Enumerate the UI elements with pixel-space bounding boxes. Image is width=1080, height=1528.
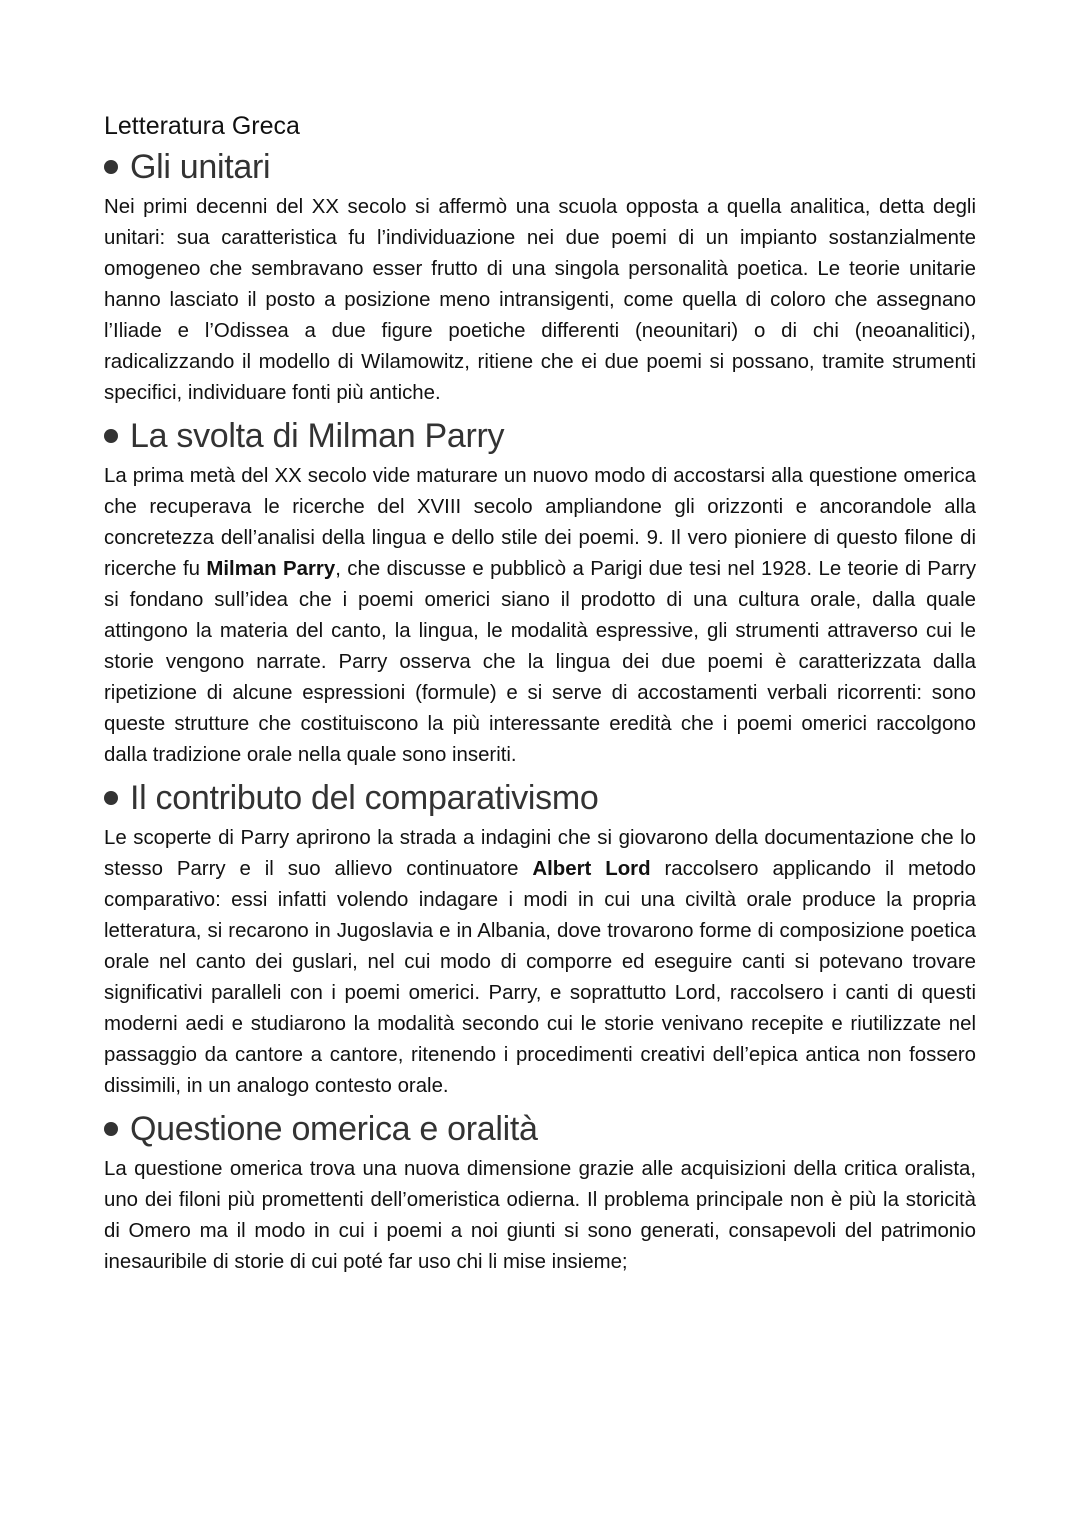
paragraph-text: Le scoperte di Parry aprirono la strada a indagini che si giovarono della documentazione che lo stesso Parry e il suo allievo continuatore [104, 827, 976, 880]
section-paragraph [104, 192, 976, 409]
section-heading-text: Gli unitari [130, 148, 271, 186]
paragraph-text: La prima metà del XX secolo vide maturare un nuovo modo di accostarsi alla questione omerica che recuperava le ricerche del XVIII secolo ampliandone gli orizzonti e ancorandole alla concretezza dell’analisi della lingua e dello stile dei poemi. 9. Il vero pioniere di questo filone di ricerche fu [104, 465, 976, 580]
section-comparativismo [104, 775, 976, 1102]
bullet-icon [104, 160, 118, 174]
section-heading [104, 1106, 976, 1152]
bullet-icon [104, 791, 118, 805]
bullet-icon [104, 429, 118, 443]
section-heading-text: Il contributo del comparativismo [130, 779, 599, 817]
paragraph-text: La questione omerica trova una nuova dimensione grazie alle acquisizioni della critica oralista, uno dei filoni più promettenti dell’omeristica odierna. Il problema principale non è più la storicità di Omero ma il modo in cui i poemi a noi giunti si sono generati, consapevoli del patrimonio inesauribile di storie di cui poté far uso chi li mise insieme; [104, 1158, 976, 1273]
paragraph-text: Nei primi decenni del XX secolo si affermò una scuola opposta a quella analitica, detta degli unitari: sua caratteristica fu l’individuazione nei due poemi di un impianto sostanzialmente omogeneo che sembravano esser frutto di una singola personalità poetica. Le teorie unitarie hanno lasciato il posto a posizione meno intransigenti, come quella di coloro che assegnano l’Iliade e l’Odissea a due figure poetiche differenti (neounitari) o di chi (neoanalitici), radicalizzando il modello di Wilamowitz, ritiene che ei due poemi si possano, tramite strumenti specifici, individuare fonti più antiche. [104, 196, 976, 404]
section-questione-omerica [104, 1106, 976, 1278]
section-heading-text: La svolta di Milman Parry [130, 417, 505, 455]
bold-name: Albert Lord [532, 858, 651, 880]
section-heading [104, 775, 976, 821]
section-milman-parry [104, 413, 976, 771]
section-heading [104, 144, 976, 190]
section-heading-text: Questione omerica e oralità [130, 1110, 538, 1148]
section-paragraph [104, 1154, 976, 1278]
section-heading [104, 413, 976, 459]
section-paragraph [104, 461, 976, 771]
bold-name: Milman Parry [206, 558, 336, 580]
section-gli-unitari [104, 144, 976, 409]
paragraph-text: raccolsero applicando il metodo comparativo: essi infatti volendo indagare i modi in cui una civiltà orale produce la propria letteratura, si recarono in Jugoslavia e in Albania, dove trovarono forme di composizione poetica orale nel canto dei guslari, nel cui modo di comporre ed eseguire canti si potevano trovare significativi paralleli con i poemi omerici. Parry, e soprattutto Lord, raccolsero i canti di questi moderni aedi e studiarono la modalità secondo cui le storie venivano recepite e riutilizzate nel passaggio da cantore a cantore, ritenendo i procedimenti creativi dell’epica antica non fossero dissimili, in un analogo contesto orale. [104, 858, 976, 1097]
paragraph-text: , che discusse e pubblicò a Parigi due tesi nel 1928. Le teorie di Parry si fondano sull’idea che i poemi omerici siano il prodotto di una cultura orale, dalla quale attingono la materia del canto, la lingua, le modalità espressive, gli strumenti attraverso cui le storie vengono narrate. Parry osserva che la lingua dei due poemi è caratterizzata dalla ripetizione di alcune espressioni (formule) e si serve di accostamenti verbali ricorrenti: sono queste strutture che costituiscono la più interessante eredità che i poemi omerici raccolgono dalla tradizione orale nella quale sono inseriti. [104, 558, 977, 766]
section-paragraph [104, 823, 976, 1102]
document-title: Letteratura Greca [104, 112, 300, 140]
bullet-icon [104, 1122, 118, 1136]
